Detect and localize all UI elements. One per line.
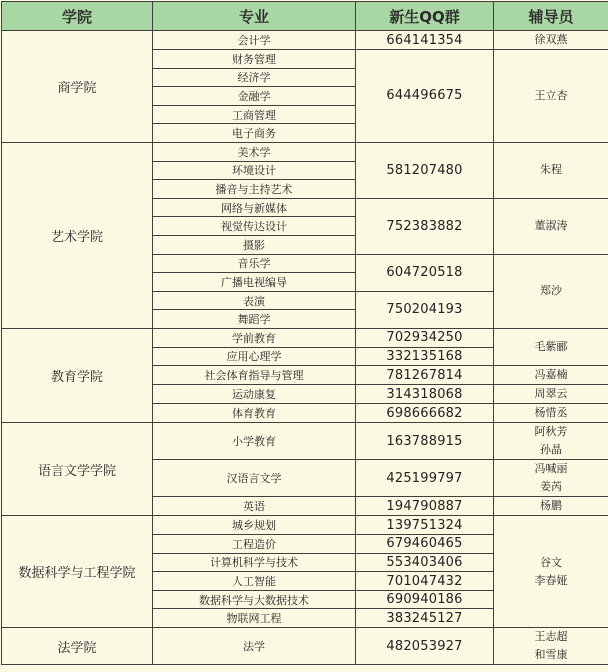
- major-cell: 播音与主持艺术: [153, 180, 356, 199]
- qq-group-cell: 163788915: [356, 423, 494, 460]
- qq-group-cell: 332135168: [356, 347, 494, 366]
- advisor-cell: 杨鹏: [494, 497, 608, 516]
- advisor-cell: 董淑涛: [494, 198, 608, 254]
- major-cell: 广播电视编导: [153, 273, 356, 292]
- major-cell: 物联网工程: [153, 609, 356, 628]
- advisor-name: 谷文: [494, 554, 608, 572]
- major-cell: 英语: [153, 497, 356, 516]
- qq-group-cell: 482053927: [356, 628, 494, 665]
- college-cell: 艺术学院: [2, 142, 153, 328]
- advisor-cell: 毛紫郦: [494, 328, 608, 365]
- advisor-name: 李春娅: [494, 572, 608, 590]
- advisor-name: 姜芮: [494, 478, 608, 496]
- qq-group-cell: 698666682: [356, 404, 494, 423]
- table-row: [2, 31, 608, 50]
- advisor-cell: 朱程: [494, 142, 608, 198]
- advisor-name: 冯喊丽: [494, 460, 608, 478]
- major-cell: 人工智能: [153, 572, 356, 591]
- advisor-cell: 冯嘉楠: [494, 366, 608, 385]
- qq-group-cell: 553403406: [356, 553, 494, 572]
- qq-group-cell: 781267814: [356, 366, 494, 385]
- college-cell: 教育学院: [2, 328, 153, 422]
- major-cell: 社会体育指导与管理: [153, 366, 356, 385]
- major-cell: 美术学: [153, 142, 356, 161]
- major-cell: 舞蹈学: [153, 310, 356, 329]
- new-student-qq-group-table: [1, 1, 608, 665]
- major-cell: 经济学: [153, 68, 356, 87]
- qq-group-cell: 425199797: [356, 460, 494, 497]
- table-row: [2, 516, 608, 535]
- table-row: [2, 628, 608, 665]
- advisor-name: 王志超: [494, 628, 608, 646]
- advisor-cell: [494, 628, 608, 665]
- college-cell: 商学院: [2, 31, 153, 143]
- qq-group-cell: 581207480: [356, 142, 494, 198]
- qq-group-cell: 679460465: [356, 535, 494, 554]
- major-cell: 数据科学与大数据技术: [153, 590, 356, 609]
- advisor-cell: [494, 516, 608, 628]
- major-cell: 财务管理: [153, 50, 356, 69]
- advisor-cell: [494, 460, 608, 497]
- advisor-cell: 杨惜丞: [494, 404, 608, 423]
- major-cell: 网络与新媒体: [153, 198, 356, 217]
- qq-group-cell: 314318068: [356, 385, 494, 404]
- header-advisor: 辅导员: [494, 2, 608, 31]
- qq-group-cell: 690940186: [356, 590, 494, 609]
- qq-group-cell: 139751324: [356, 516, 494, 535]
- advisor-name: 孙晶: [494, 441, 608, 459]
- qq-group-cell: 644496675: [356, 50, 494, 143]
- advisor-name: 和雪康: [494, 646, 608, 664]
- advisor-cell: 周翠云: [494, 385, 608, 404]
- header-qq-group: 新生QQ群: [356, 2, 494, 31]
- major-cell: 小学教育: [153, 423, 356, 460]
- table-row: [2, 142, 608, 161]
- major-cell: 音乐学: [153, 254, 356, 273]
- major-cell: 计算机科学与技术: [153, 553, 356, 572]
- major-cell: 体育教育: [153, 404, 356, 423]
- college-cell: 语言文学学院: [2, 423, 153, 516]
- qq-group-cell: 701047432: [356, 572, 494, 591]
- major-cell: 汉语言文学: [153, 460, 356, 497]
- qq-group-cell: 702934250: [356, 328, 494, 347]
- advisor-cell: [494, 423, 608, 460]
- table-row: [2, 423, 608, 460]
- major-cell: 表演: [153, 291, 356, 310]
- major-cell: 会计学: [153, 31, 356, 50]
- major-cell: 电子商务: [153, 124, 356, 143]
- header-row: [2, 2, 608, 31]
- major-cell: 应用心理学: [153, 347, 356, 366]
- major-cell: 环境设计: [153, 161, 356, 180]
- major-cell: 法学: [153, 628, 356, 665]
- qq-group-cell: 752383882: [356, 198, 494, 254]
- major-cell: 学前教育: [153, 328, 356, 347]
- qq-group-cell: 194790887: [356, 497, 494, 516]
- advisor-cell: 郑沙: [494, 254, 608, 328]
- major-cell: 工程造价: [153, 535, 356, 554]
- header-major: 专业: [153, 2, 356, 31]
- table-row: [2, 328, 608, 347]
- advisor-name: 阿秋芳: [494, 423, 608, 441]
- major-cell: 金融学: [153, 87, 356, 106]
- major-cell: 视觉传达设计: [153, 217, 356, 236]
- major-cell: 工商管理: [153, 105, 356, 124]
- qq-group-cell: 750204193: [356, 291, 494, 328]
- college-cell: 数据科学与工程学院: [2, 516, 153, 628]
- advisor-cell: 王立杏: [494, 50, 608, 143]
- header-college: 学院: [2, 2, 153, 31]
- major-cell: 摄影: [153, 235, 356, 254]
- advisor-cell: 徐双燕: [494, 31, 608, 50]
- college-cell: 法学院: [2, 628, 153, 665]
- major-cell: 城乡规划: [153, 516, 356, 535]
- qq-group-cell: 664141354: [356, 31, 494, 50]
- major-cell: 运动康复: [153, 385, 356, 404]
- qq-group-cell: 383245127: [356, 609, 494, 628]
- qq-group-cell: 604720518: [356, 254, 494, 291]
